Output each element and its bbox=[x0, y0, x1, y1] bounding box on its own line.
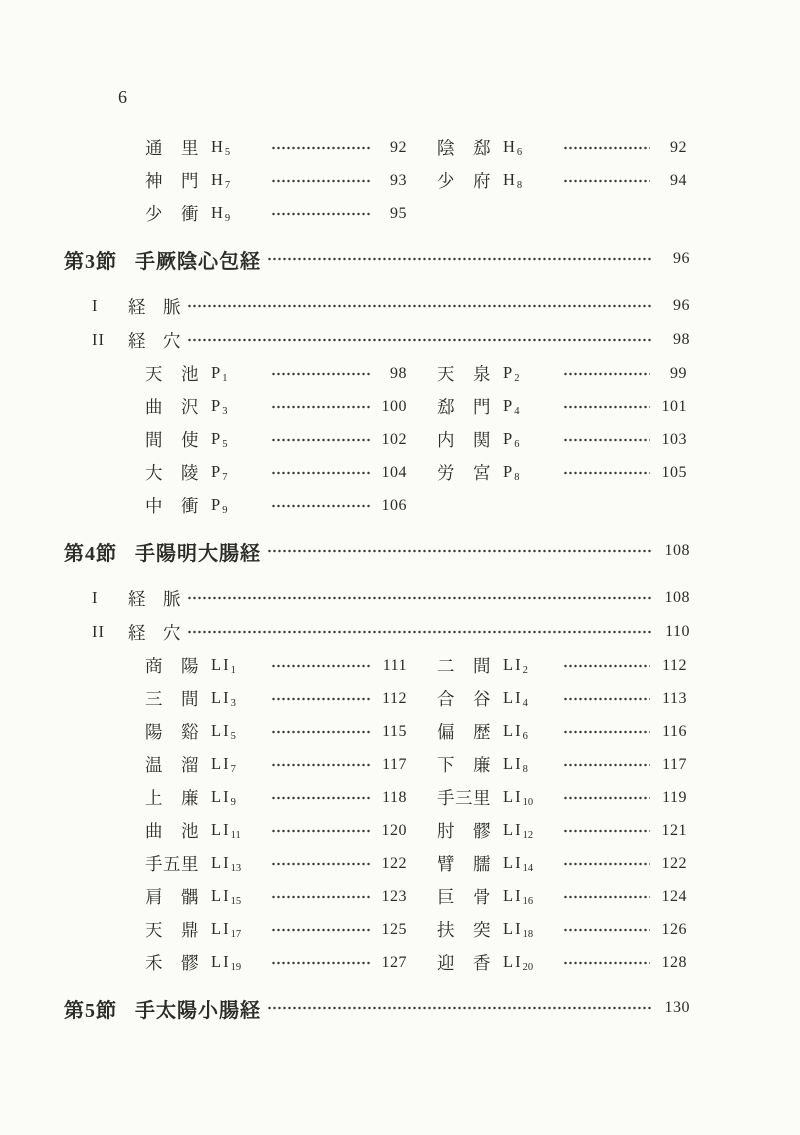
subsection-numeral: II bbox=[92, 330, 105, 349]
dot-leader bbox=[271, 728, 370, 736]
point-code bbox=[503, 429, 557, 450]
point-code-sub: 2 bbox=[522, 665, 528, 676]
dot-leader bbox=[271, 210, 370, 218]
point-code-sub: 14 bbox=[522, 863, 534, 874]
point-code-letter: H bbox=[211, 137, 225, 156]
point-code-letter: H bbox=[503, 170, 517, 189]
point-code bbox=[503, 820, 557, 841]
point-code-letter: H bbox=[211, 203, 225, 222]
page-ref: 104 bbox=[381, 463, 407, 481]
point-code-sub: 17 bbox=[230, 929, 242, 940]
point-code-letter: LI bbox=[503, 688, 523, 707]
toc-entry bbox=[145, 164, 407, 197]
point-code bbox=[503, 853, 557, 874]
point-code-sub: 11 bbox=[230, 830, 241, 841]
toc-entry bbox=[437, 131, 687, 164]
point-code bbox=[211, 919, 265, 940]
point-code-sub: 7 bbox=[224, 180, 231, 191]
page-ref: 102 bbox=[381, 430, 407, 448]
point-code-sub: 12 bbox=[522, 830, 534, 841]
section-page-ref: 108 bbox=[664, 542, 690, 559]
point-name: 肘 髎 bbox=[437, 821, 491, 841]
point-code bbox=[503, 688, 557, 709]
point-name: 天 鼎 bbox=[145, 920, 199, 940]
page-ref: 111 bbox=[382, 656, 407, 674]
toc-entry bbox=[145, 814, 407, 847]
point-name: 大 陵 bbox=[145, 463, 199, 483]
subsection-row bbox=[92, 289, 690, 323]
point-code-sub: 16 bbox=[522, 896, 534, 907]
point-code-letter: LI bbox=[211, 754, 231, 773]
point-code-letter: LI bbox=[503, 853, 523, 872]
point-code-sub: 13 bbox=[230, 863, 242, 874]
point-code-letter: P bbox=[211, 363, 223, 382]
point-name: 三 間 bbox=[145, 689, 199, 709]
point-name: 扶 突 bbox=[437, 920, 491, 940]
section-label: 第3節 bbox=[64, 250, 117, 273]
dot-leader bbox=[563, 469, 650, 477]
toc-section bbox=[0, 245, 800, 522]
dot-leader bbox=[271, 436, 370, 444]
sections-container bbox=[0, 245, 800, 1022]
toc-entry bbox=[437, 715, 687, 748]
dot-leader bbox=[267, 255, 653, 263]
toc-entry bbox=[437, 814, 687, 847]
toc-section bbox=[0, 537, 800, 979]
point-name: 曲 池 bbox=[145, 821, 199, 841]
toc-entry bbox=[145, 489, 407, 522]
point-code-sub: 18 bbox=[522, 929, 534, 940]
page-ref: 99 bbox=[670, 364, 687, 382]
point-code-letter: LI bbox=[503, 721, 523, 740]
section-heading bbox=[64, 537, 690, 565]
page-ref: 100 bbox=[381, 397, 407, 415]
toc-entry bbox=[437, 781, 687, 814]
point-code bbox=[211, 137, 265, 158]
toc-entry bbox=[437, 164, 687, 197]
point-code-sub: 3 bbox=[230, 698, 236, 709]
point-code-sub: 4 bbox=[522, 698, 528, 709]
subsection-row bbox=[92, 615, 690, 649]
dot-leader bbox=[271, 794, 370, 802]
point-code bbox=[503, 137, 557, 158]
point-code-letter: LI bbox=[503, 820, 523, 839]
point-code-sub: 19 bbox=[230, 962, 242, 973]
dot-leader bbox=[271, 959, 370, 967]
section-title: 手太陽小腸経 bbox=[135, 999, 261, 1022]
point-code-letter: LI bbox=[211, 820, 231, 839]
dot-leader bbox=[271, 144, 370, 152]
dot-leader bbox=[563, 403, 650, 411]
point-code-sub: 8 bbox=[514, 472, 520, 483]
page-number: 6 bbox=[118, 87, 127, 107]
page-ref: 128 bbox=[661, 953, 687, 971]
point-code-letter: LI bbox=[211, 655, 231, 674]
toc-entry bbox=[145, 682, 407, 715]
point-name: 間 使 bbox=[145, 430, 199, 450]
point-code-letter: LI bbox=[503, 919, 523, 938]
dot-leader bbox=[271, 469, 370, 477]
point-code-sub: 3 bbox=[222, 406, 228, 417]
point-name: 禾 髎 bbox=[145, 953, 199, 973]
dot-leader bbox=[271, 893, 370, 901]
point-code-letter: LI bbox=[211, 853, 231, 872]
page-ref: 117 bbox=[662, 755, 687, 773]
dot-leader bbox=[271, 827, 370, 835]
point-code-letter: P bbox=[503, 363, 515, 382]
toc-entry bbox=[437, 913, 687, 946]
point-code-letter: H bbox=[503, 137, 517, 156]
dot-leader bbox=[563, 926, 650, 934]
point-name: 迎 香 bbox=[437, 953, 491, 973]
page-ref: 92 bbox=[390, 138, 407, 156]
page-ref: 123 bbox=[381, 887, 407, 905]
section-page-ref: 130 bbox=[664, 999, 690, 1016]
point-name: 巨 骨 bbox=[437, 887, 491, 907]
toc-entry bbox=[145, 748, 407, 781]
section-page-ref: 96 bbox=[673, 250, 690, 267]
point-code bbox=[503, 462, 557, 483]
point-code bbox=[503, 721, 557, 742]
dot-leader bbox=[563, 177, 650, 185]
page-ref: 122 bbox=[381, 854, 407, 872]
point-code-sub: 6 bbox=[514, 439, 520, 450]
toc-entry bbox=[145, 715, 407, 748]
point-name: 天 池 bbox=[145, 364, 199, 384]
point-name: 陽 谿 bbox=[145, 722, 199, 742]
section-title: 手陽明大腸経 bbox=[135, 542, 261, 565]
page-ref: 124 bbox=[661, 887, 687, 905]
dot-leader bbox=[563, 370, 650, 378]
point-name: 労 宮 bbox=[437, 463, 491, 483]
point-code-letter: LI bbox=[211, 721, 231, 740]
page-ref: 112 bbox=[662, 656, 687, 674]
point-code bbox=[503, 363, 557, 384]
page-ref: 118 bbox=[382, 788, 407, 806]
toc-entry bbox=[145, 131, 407, 164]
point-name: 上 廉 bbox=[145, 788, 199, 808]
point-code-letter: P bbox=[503, 462, 515, 481]
point-code-letter: LI bbox=[503, 787, 523, 806]
point-code-letter: P bbox=[211, 396, 223, 415]
page-ref: 119 bbox=[662, 788, 687, 806]
point-code-sub: 8 bbox=[522, 764, 528, 775]
toc-entry bbox=[145, 781, 407, 814]
dot-leader bbox=[187, 628, 654, 636]
dot-leader bbox=[271, 695, 370, 703]
dot-leader bbox=[271, 761, 370, 769]
continued-entries-block bbox=[145, 131, 687, 230]
dot-leader bbox=[563, 860, 650, 868]
point-code bbox=[211, 853, 265, 874]
subsection-numeral: I bbox=[92, 588, 99, 607]
toc-entry bbox=[437, 357, 687, 390]
subsection-page-ref: 108 bbox=[664, 589, 690, 606]
dot-leader bbox=[563, 827, 650, 835]
point-code bbox=[503, 655, 557, 676]
point-name: 温 溜 bbox=[145, 755, 199, 775]
point-code bbox=[211, 429, 265, 450]
page-ref: 115 bbox=[382, 722, 407, 740]
dot-leader bbox=[563, 959, 650, 967]
point-code bbox=[211, 886, 265, 907]
toc-entry bbox=[437, 682, 687, 715]
entries-grid bbox=[145, 357, 687, 522]
point-code-sub: 1 bbox=[222, 373, 228, 384]
page-ref: 120 bbox=[381, 821, 407, 839]
point-code-letter: P bbox=[211, 495, 223, 514]
point-code-sub: 4 bbox=[514, 406, 520, 417]
page-ref: 98 bbox=[390, 364, 407, 382]
point-code-sub: 5 bbox=[222, 439, 228, 450]
point-code-letter: LI bbox=[211, 787, 231, 806]
page-ref: 127 bbox=[381, 953, 407, 971]
toc-entry bbox=[145, 880, 407, 913]
dot-leader bbox=[271, 177, 370, 185]
point-name: 手五里 bbox=[145, 854, 199, 874]
point-code-sub: 8 bbox=[516, 180, 523, 191]
point-code-letter: LI bbox=[503, 952, 523, 971]
point-code bbox=[211, 170, 265, 191]
subsection-page-ref: 98 bbox=[673, 331, 690, 348]
dot-leader bbox=[187, 302, 654, 310]
toc-entry bbox=[145, 456, 407, 489]
point-name: 郄 門 bbox=[437, 397, 491, 417]
toc-entry bbox=[437, 847, 687, 880]
point-code-letter: P bbox=[211, 429, 223, 448]
page-ref: 94 bbox=[670, 171, 687, 189]
section-heading bbox=[64, 245, 690, 273]
dot-leader bbox=[563, 144, 650, 152]
page-ref: 112 bbox=[382, 689, 407, 707]
subsection-numeral: II bbox=[92, 622, 105, 641]
dot-leader bbox=[271, 403, 370, 411]
toc-entry bbox=[437, 880, 687, 913]
page-ref: 121 bbox=[661, 821, 687, 839]
point-code bbox=[503, 170, 557, 191]
point-code-letter: LI bbox=[503, 754, 523, 773]
subsection-row bbox=[92, 581, 690, 615]
point-code-letter: P bbox=[503, 429, 515, 448]
toc-entry bbox=[145, 390, 407, 423]
section-label: 第4節 bbox=[64, 542, 117, 565]
dot-leader bbox=[271, 662, 370, 670]
point-name: 通 里 bbox=[145, 138, 199, 158]
dot-leader bbox=[267, 1004, 653, 1012]
page-ref: 103 bbox=[661, 430, 687, 448]
point-code bbox=[211, 688, 265, 709]
toc-entry bbox=[437, 456, 687, 489]
point-code-sub: 15 bbox=[230, 896, 242, 907]
point-code bbox=[211, 655, 265, 676]
page-ref: 106 bbox=[381, 496, 407, 514]
dot-leader bbox=[267, 547, 653, 555]
point-name: 陰 郄 bbox=[437, 138, 491, 158]
toc-entry bbox=[145, 423, 407, 456]
page-ref: 95 bbox=[390, 204, 407, 222]
point-code bbox=[211, 396, 265, 417]
point-code-letter: LI bbox=[503, 655, 523, 674]
dot-leader bbox=[187, 594, 654, 602]
toc-entry bbox=[145, 913, 407, 946]
point-code-sub: 2 bbox=[514, 373, 520, 384]
point-code-sub: 1 bbox=[230, 665, 236, 676]
dot-leader bbox=[563, 695, 650, 703]
point-code bbox=[503, 396, 557, 417]
point-code bbox=[211, 787, 265, 808]
point-name: 肩 髃 bbox=[145, 887, 199, 907]
point-code bbox=[503, 919, 557, 940]
subsections bbox=[0, 581, 800, 649]
point-code bbox=[211, 203, 265, 224]
point-name: 少 府 bbox=[437, 171, 491, 191]
toc-entry bbox=[145, 197, 407, 230]
subsection-numeral: I bbox=[92, 296, 99, 315]
page-ref: 122 bbox=[661, 854, 687, 872]
point-code-letter: LI bbox=[211, 919, 231, 938]
toc-entry bbox=[145, 357, 407, 390]
page-ref: 101 bbox=[661, 397, 687, 415]
toc-entry bbox=[437, 649, 687, 682]
page-ref: 92 bbox=[670, 138, 687, 156]
subsection-page-ref: 96 bbox=[673, 297, 690, 314]
point-code bbox=[211, 721, 265, 742]
point-code-sub: 6 bbox=[516, 147, 523, 158]
point-name: 臂 臑 bbox=[437, 854, 491, 874]
point-name: 合 谷 bbox=[437, 689, 491, 709]
page-ref: 125 bbox=[381, 920, 407, 938]
point-name: 偏 歴 bbox=[437, 722, 491, 742]
subsection-page-ref: 110 bbox=[665, 623, 690, 640]
point-name: 中 衝 bbox=[145, 496, 199, 516]
subsection-title: 経 脈 bbox=[128, 588, 181, 609]
point-code-letter: H bbox=[211, 170, 225, 189]
page-ref: 105 bbox=[661, 463, 687, 481]
page-ref: 116 bbox=[662, 722, 687, 740]
dot-leader bbox=[271, 502, 370, 510]
point-code bbox=[211, 952, 265, 973]
point-name: 少 衝 bbox=[145, 204, 199, 224]
point-code-letter: P bbox=[211, 462, 223, 481]
subsections bbox=[0, 289, 800, 357]
entries-grid bbox=[145, 649, 687, 979]
point-name: 曲 沢 bbox=[145, 397, 199, 417]
point-name: 商 陽 bbox=[145, 656, 199, 676]
point-code-sub: 5 bbox=[224, 147, 231, 158]
dot-leader bbox=[563, 761, 650, 769]
point-code-letter: LI bbox=[211, 952, 231, 971]
dot-leader bbox=[563, 436, 650, 444]
toc-entry bbox=[437, 946, 687, 979]
dot-leader bbox=[563, 662, 650, 670]
page-ref: 117 bbox=[382, 755, 407, 773]
point-code bbox=[211, 820, 265, 841]
point-code bbox=[211, 363, 265, 384]
point-code-sub: 9 bbox=[222, 505, 228, 516]
subsection-title: 経 穴 bbox=[128, 622, 181, 643]
page-ref: 93 bbox=[390, 171, 407, 189]
point-code-sub: 10 bbox=[522, 797, 534, 808]
point-name: 手三里 bbox=[437, 788, 491, 808]
point-name: 二 間 bbox=[437, 656, 491, 676]
dot-leader bbox=[563, 728, 650, 736]
dot-leader bbox=[271, 860, 370, 868]
dot-leader bbox=[187, 336, 654, 344]
point-code-sub: 20 bbox=[522, 962, 534, 973]
section-title: 手厥陰心包経 bbox=[135, 250, 261, 273]
point-code-letter: LI bbox=[503, 886, 523, 905]
page-ref: 113 bbox=[662, 689, 687, 707]
point-code bbox=[211, 462, 265, 483]
point-code-sub: 7 bbox=[222, 472, 228, 483]
dot-leader bbox=[563, 893, 650, 901]
point-code-sub: 9 bbox=[230, 797, 236, 808]
point-code-letter: LI bbox=[211, 886, 231, 905]
toc-section bbox=[0, 994, 800, 1022]
toc-entry bbox=[145, 946, 407, 979]
point-code bbox=[211, 754, 265, 775]
point-name: 内 関 bbox=[437, 430, 491, 450]
point-code-sub: 7 bbox=[230, 764, 236, 775]
point-code-letter: P bbox=[503, 396, 515, 415]
point-code-sub: 9 bbox=[224, 213, 231, 224]
point-code bbox=[503, 787, 557, 808]
subsection-title: 経 脈 bbox=[128, 296, 181, 317]
point-code bbox=[211, 495, 265, 516]
subsection-row bbox=[92, 323, 690, 357]
point-code-sub: 6 bbox=[522, 731, 528, 742]
toc-entry bbox=[145, 847, 407, 880]
point-code bbox=[503, 754, 557, 775]
point-name: 下 廉 bbox=[437, 755, 491, 775]
toc-entry bbox=[145, 649, 407, 682]
point-code-sub: 5 bbox=[230, 731, 236, 742]
point-name: 神 門 bbox=[145, 171, 199, 191]
subsection-title: 経 穴 bbox=[128, 330, 181, 351]
book-page bbox=[0, 86, 800, 1135]
toc-entry bbox=[437, 748, 687, 781]
point-name: 天 泉 bbox=[437, 364, 491, 384]
dot-leader bbox=[563, 794, 650, 802]
point-code-letter: LI bbox=[211, 688, 231, 707]
point-code bbox=[503, 952, 557, 973]
section-heading bbox=[64, 994, 690, 1022]
toc-entry bbox=[437, 423, 687, 456]
toc-entry bbox=[437, 390, 687, 423]
dot-leader bbox=[271, 370, 370, 378]
section-label: 第5節 bbox=[64, 999, 117, 1022]
dot-leader bbox=[271, 926, 370, 934]
page-ref: 126 bbox=[661, 920, 687, 938]
point-code bbox=[503, 886, 557, 907]
